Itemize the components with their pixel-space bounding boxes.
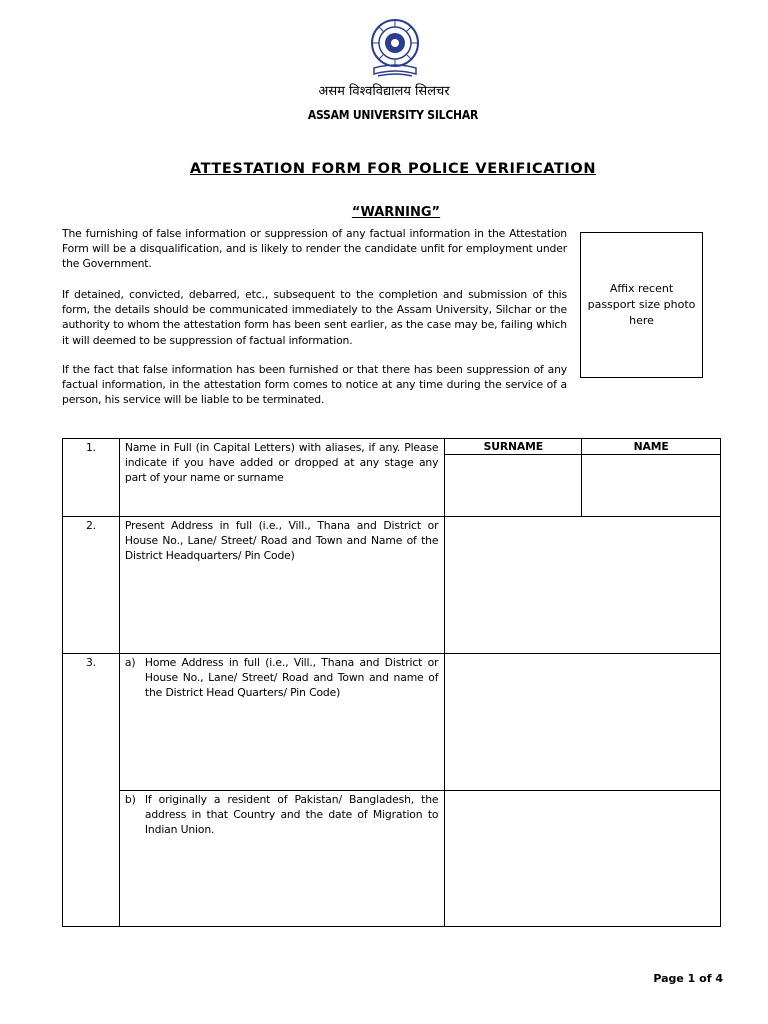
form-title: ATTESTATION FORM FOR POLICE VERIFICATION: [189, 161, 597, 177]
attestation-table: [62, 438, 721, 927]
surname-header: SURNAME: [445, 439, 582, 455]
migration-address-answer-cell[interactable]: [445, 791, 721, 927]
sub-question: If originally a resident of Pakistan/ Bangladesh, the address in that Country and the date of Migration to Indian Union.: [144, 793, 439, 836]
sub-label: a): [124, 656, 136, 669]
row-number: 3.: [63, 654, 120, 927]
present-address-answer-cell[interactable]: [445, 517, 721, 654]
warning-heading: “WARNING”: [351, 205, 441, 220]
row-question: Name in Full (in Capital Letters) with aliases, if any. Please indicate if you have added or dropped at any stage any part of your name or surname: [119, 439, 444, 517]
warning-paragraph: The furnishing of false information or suppression of any factual information in the Attestation Form will be a disqualification, and is likely to render the candidate unfit for employment under the Government.: [62, 227, 567, 271]
page-number: Page 1 of 4: [653, 972, 723, 985]
warning-paragraph: If detained, convicted, debarred, etc., subsequent to the completion and submission of this form, the details should be communicated immediately to the Assam University, Silchar or the authority to whom the attestation form has been sent earlier, as the case may be, failing which it will deemed to be suppression of factual information.: [62, 288, 567, 347]
photo-box-text: Affix recent passport size photo here: [587, 282, 696, 327]
table-row: [63, 791, 721, 927]
warning-paragraph: If the fact that false information has been furnished or that there has been suppression of any factual information, in the attestation form comes to notice at any time during the service of a person, his service will be liable to be terminated.: [62, 363, 567, 407]
row-question: [119, 791, 444, 927]
name-header: NAME: [582, 439, 721, 455]
university-name: ASSAM UNIVERSITY SILCHAR: [307, 108, 479, 122]
university-logo: [366, 18, 424, 80]
row-question: Present Address in full (i.e., Vill., Thana and District or House No., Lane/ Street/ Road and Town and Name of the District Headquarters/ Pin Code): [119, 517, 444, 654]
row-number: 1.: [63, 439, 120, 517]
home-address-answer-cell[interactable]: [445, 654, 721, 791]
photo-box[interactable]: [580, 232, 703, 378]
surname-answer-cell[interactable]: [445, 455, 582, 517]
table-row: [63, 439, 721, 455]
table-row: [63, 654, 721, 791]
row-number: 2.: [63, 517, 120, 654]
sub-label: b): [124, 793, 136, 806]
sub-question: Home Address in full (i.e., Vill., Thana and District or House No., Lane/ Street/ Road and Town and name of the District Head Quarters/ Pin Code): [144, 656, 439, 699]
row-question: [119, 654, 444, 791]
university-name-hindi: असम विश्वविद्यालय सिलचर: [318, 84, 450, 99]
name-answer-cell[interactable]: [582, 455, 721, 517]
table-row: [63, 517, 721, 654]
